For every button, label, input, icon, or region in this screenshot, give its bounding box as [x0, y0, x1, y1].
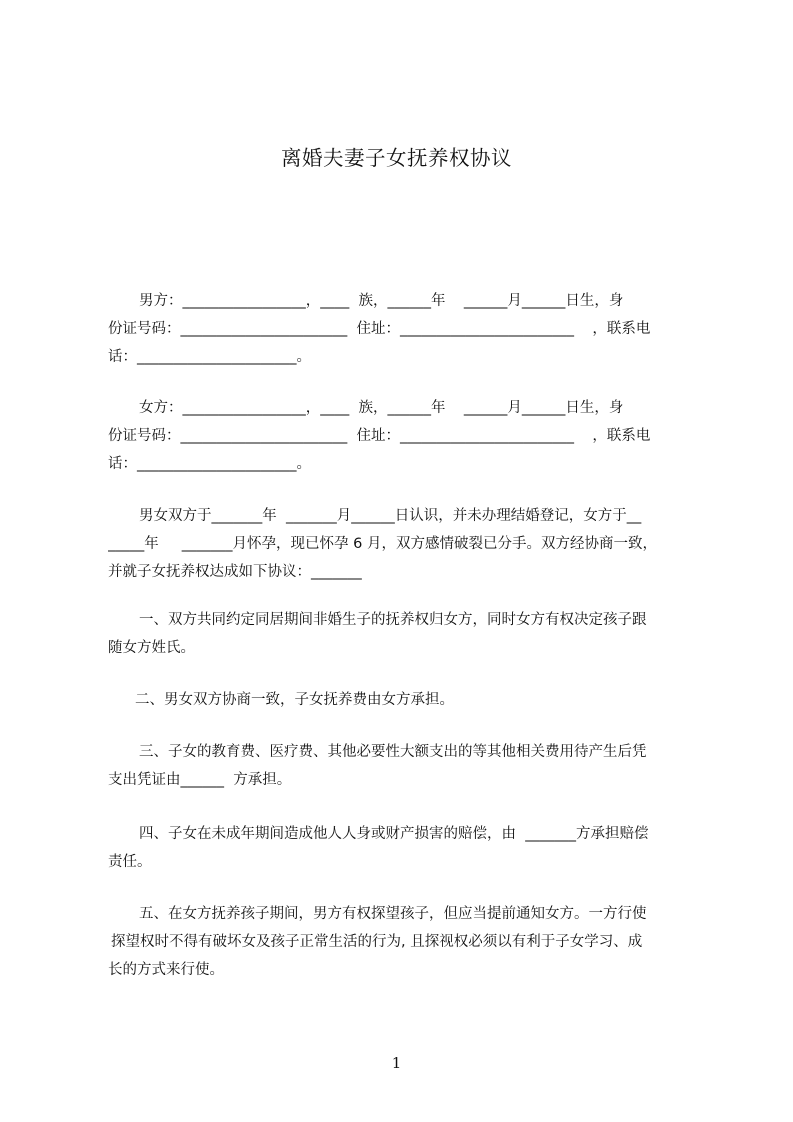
document-title: 离婚夫妻子女抚养权协议 [281, 146, 512, 170]
paragraph-female-party [108, 394, 702, 478]
paragraph-line: 责任。 [108, 854, 152, 870]
paragraph-clause-1 [108, 606, 702, 662]
paragraph-line: 五、在女方抚养孩子期间，男方有权探望孩子，但应当提前通知女方。一方行使 [139, 906, 647, 922]
paragraph-line: 探望权时不得有破坏女及孩子正常生活的行为, 且探视权必须以有利于子女学习、成 [111, 934, 643, 950]
paragraph-line: 二、男女双方协商一致，子女抚养费由女方承担。 [135, 692, 454, 708]
paragraph-background [108, 502, 702, 586]
paragraph-line: 长的方式来行使。 [108, 962, 224, 978]
paragraph-line: 份证号码：_______________________ 住址：________________________ ，联系电 [108, 428, 651, 444]
paragraph-line: 份证号码：_______________________ 住址：________________________ ，联系电 [108, 321, 651, 337]
page-number: 1 [391, 1054, 402, 1072]
paragraph-clause-2 [108, 686, 702, 714]
paragraph-clause-3 [108, 738, 702, 794]
paragraph-clause-5 [108, 900, 702, 984]
paragraph-line: 三、子女的教育费、医疗费、其他必要性大额支出的等其他相关费用待产生后凭 [139, 744, 647, 760]
paragraph-line: 并就子女抚养权达成如下协议：_______ [108, 564, 362, 580]
paragraph-line: 一、双方共同约定同居期间非婚生子的抚养权归女方，同时女方有权决定孩子跟 [139, 612, 647, 628]
paragraph-line: 话：______________________。 [108, 456, 311, 472]
paragraph-line: 男方：_________________，____ 族，______年 ______月______日生，身 [139, 293, 624, 309]
paragraph-line: 随女方姓氏。 [108, 640, 195, 656]
paragraph-clause-4 [108, 820, 702, 876]
paragraph-line: _____年 _______月怀孕，现已怀孕 6 月，双方感情破裂已分手。双方经协商一致， [108, 536, 657, 552]
paragraph-male-party [108, 287, 702, 371]
paragraph-line: 话：______________________。 [108, 349, 311, 365]
paragraph-line: 四、子女在未成年期间造成他人人身或财产损害的赔偿，由 _______方承担赔偿 [139, 826, 649, 842]
paragraph-line: 女方：_________________，____ 族，______年 ______月______日生，身 [139, 400, 624, 416]
paragraph-line: 支出凭证由______ 方承担。 [108, 772, 292, 788]
paragraph-line: 男女双方于_______年 _______月______日认识，并未办理结婚登记，女方于__ [139, 508, 642, 524]
